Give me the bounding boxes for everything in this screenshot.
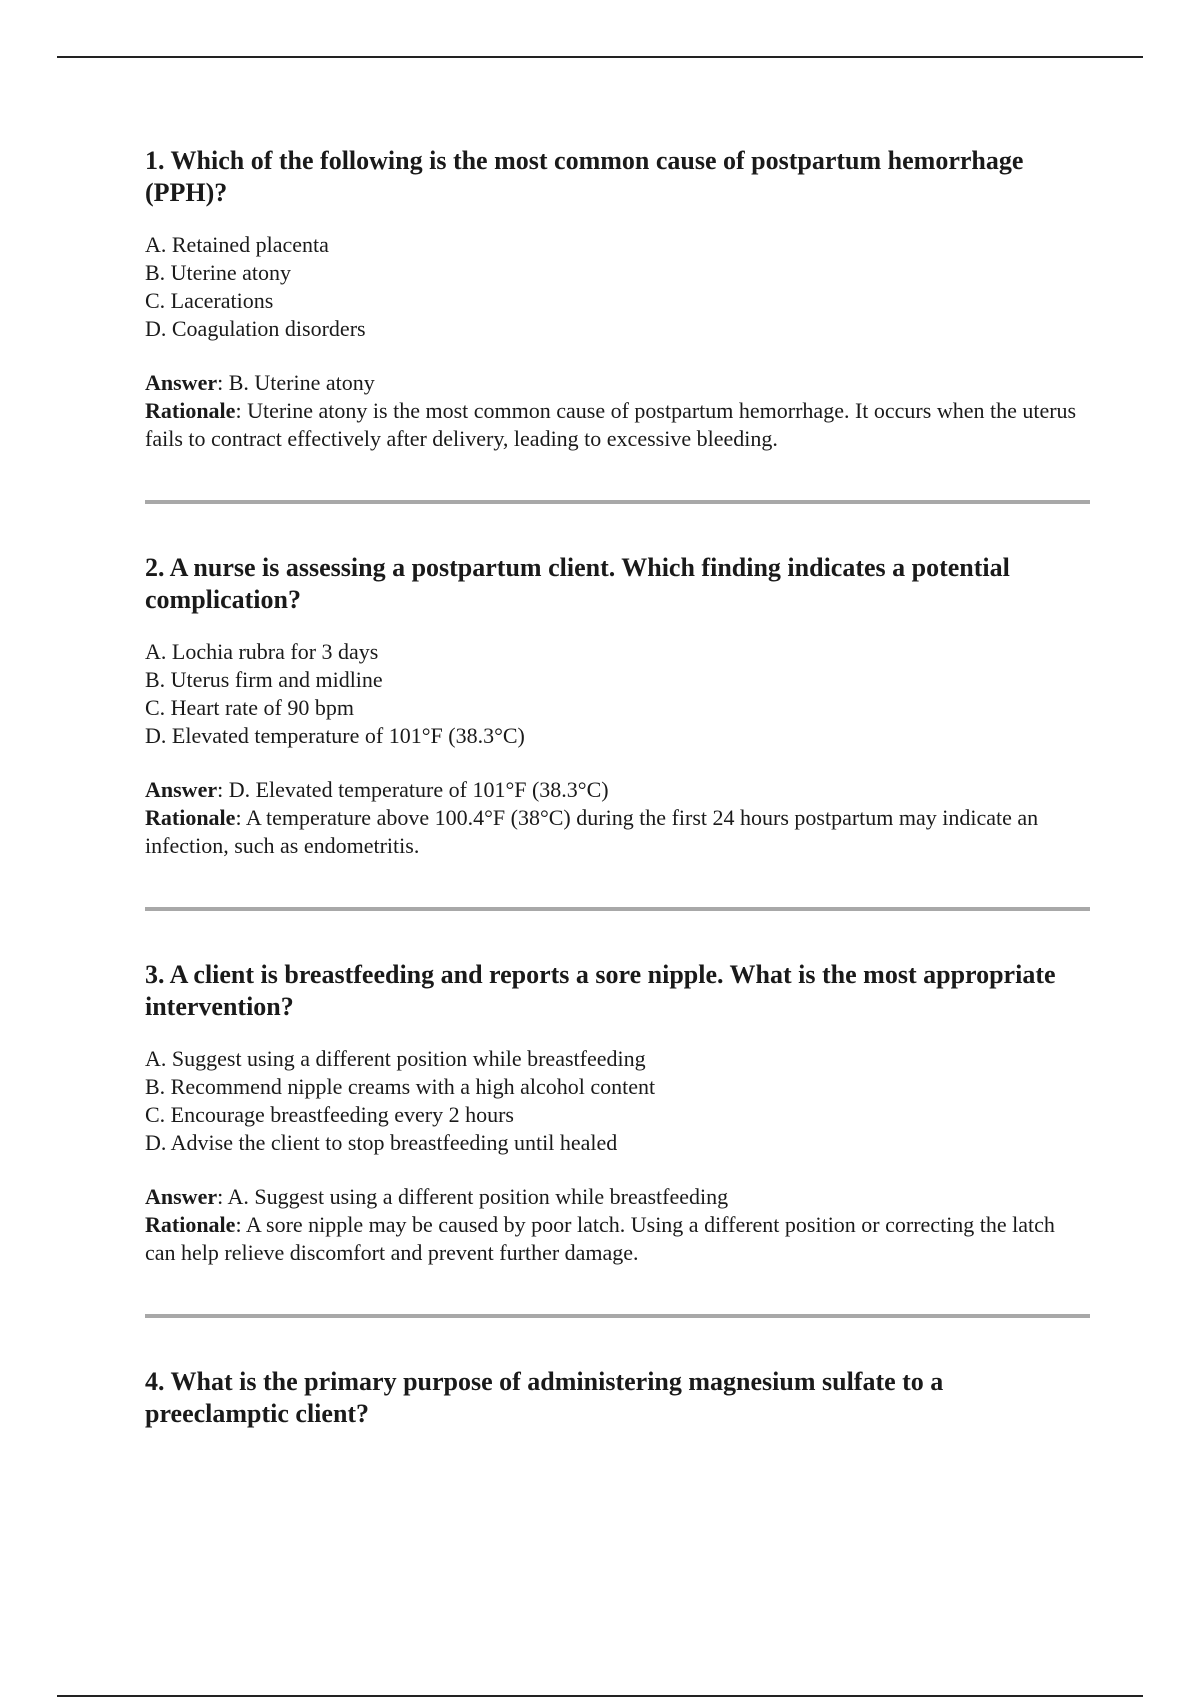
question-title: 2. A nurse is assessing a postpartum client. Which finding indicates a potential complication?	[145, 553, 1010, 614]
answer-label: Answer	[145, 777, 218, 802]
page-top-rule	[57, 56, 1143, 58]
question-title: 4. What is the primary purpose of administering magnesium sulfate to a preeclamptic client?	[145, 1367, 944, 1428]
option-a: A. Retained placenta	[145, 232, 329, 257]
question-separator	[145, 500, 1090, 504]
page-bottom-rule	[57, 1695, 1143, 1697]
question-1	[145, 145, 1090, 453]
option-c: C. Encourage breastfeeding every 2 hours	[145, 1102, 514, 1127]
answer-text: : A. Suggest using a different position while breastfeeding	[217, 1184, 729, 1209]
rationale-label: Rationale	[145, 398, 236, 423]
question-separator	[145, 1314, 1090, 1318]
rationale-text: : Uterine atony is the most common cause of postpartum hemorrhage. It occurs when the uterus fails to contract effectively after delivery, leading to excessive bleeding.	[145, 398, 1077, 451]
question-3	[145, 959, 1090, 1267]
answer-line	[145, 776, 1090, 804]
answer-text: : D. Elevated temperature of 101°F (38.3°C)	[217, 777, 609, 802]
option-b: B. Uterine atony	[145, 260, 292, 285]
answer-line	[145, 369, 1090, 397]
option-a: A. Lochia rubra for 3 days	[145, 639, 379, 664]
document-content	[145, 145, 1090, 1452]
option-c: C. Lacerations	[145, 288, 274, 313]
answer-line	[145, 1183, 1090, 1211]
answer-text: : B. Uterine atony	[217, 370, 375, 395]
rationale-text: : A temperature above 100.4°F (38°C) during the first 24 hours postpartum may indicate an infection, such as endometritis.	[145, 805, 1039, 858]
question-title: 3. A client is breastfeeding and reports a sore nipple. What is the most appropriate intervention?	[145, 960, 1056, 1021]
rationale-label: Rationale	[145, 805, 236, 830]
option-d: D. Coagulation disorders	[145, 316, 366, 341]
option-d: D. Elevated temperature of 101°F (38.3°C)	[145, 723, 525, 748]
answer-label: Answer	[145, 370, 218, 395]
option-a: A. Suggest using a different position while breastfeeding	[145, 1046, 646, 1071]
rationale-line	[145, 1211, 1090, 1267]
options-list	[145, 231, 1090, 343]
question-title: 1. Which of the following is the most common cause of postpartum hemorrhage (PPH)?	[145, 146, 1024, 207]
rationale-line	[145, 804, 1090, 860]
options-list	[145, 1045, 1090, 1157]
question-4	[145, 1366, 1090, 1430]
options-list	[145, 638, 1090, 750]
question-separator	[145, 907, 1090, 911]
rationale-text: : A sore nipple may be caused by poor latch. Using a different position or correcting the latch can help relieve discomfort and prevent further damage.	[145, 1212, 1055, 1265]
rationale-label: Rationale	[145, 1212, 236, 1237]
question-2	[145, 552, 1090, 860]
option-d: D. Advise the client to stop breastfeeding until healed	[145, 1130, 618, 1155]
rationale-line	[145, 397, 1090, 453]
option-b: B. Recommend nipple creams with a high alcohol content	[145, 1074, 656, 1099]
option-b: B. Uterus firm and midline	[145, 667, 383, 692]
answer-label: Answer	[145, 1184, 218, 1209]
option-c: C. Heart rate of 90 bpm	[145, 695, 354, 720]
